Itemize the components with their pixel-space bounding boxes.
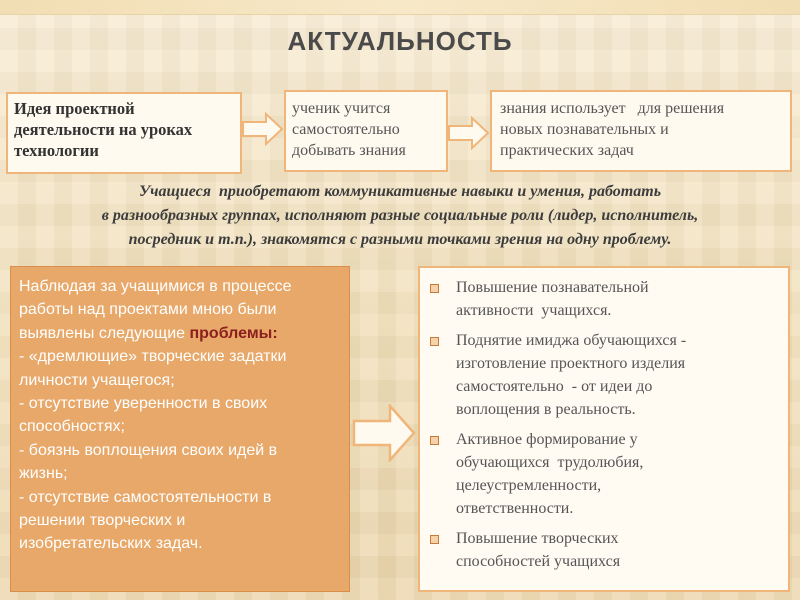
summary-line: в разнообразных группах, исполняют разные социальные роли (лидер, исполнитель, [101, 207, 699, 224]
problem-item [19, 392, 341, 439]
idea-line: деятельности на уроках [14, 120, 193, 139]
results-box [418, 266, 790, 592]
problem-line: изобретательских задач. [19, 535, 203, 553]
result-line: воплощения в реальность. [456, 401, 636, 418]
problems-intro-last [19, 322, 341, 345]
summary-text [0, 180, 800, 252]
result-line: изготовление проектного изделия [456, 355, 686, 372]
result-line: обучающихся трудолюбия, [456, 454, 644, 471]
result-line: Повышение познавательной [456, 279, 649, 296]
problem-line: - отсутствие самостоятельности в [19, 488, 272, 506]
top-stripe [0, 0, 800, 15]
result-line: Активное формирование у [456, 431, 638, 448]
square-bullet-icon [430, 436, 439, 445]
problems-highlight: проблемы: [189, 324, 278, 342]
result-line: активности учащихся. [456, 302, 612, 319]
square-bullet-icon [430, 337, 439, 346]
problem-line: - «дремлющие» творческие задатки [19, 348, 287, 366]
idea-line: Идея проектной [14, 99, 135, 118]
result-line: способностей учащихся [456, 553, 621, 570]
knowledge-line: новых познавательных и [500, 121, 669, 138]
summary-line: посредник и т.п.), знакомятся с разными точками зрения на одну проблему. [128, 231, 672, 248]
problem-line: личности учащегося; [19, 371, 175, 389]
learning-line: ученик учится [292, 100, 391, 117]
square-bullet-icon [430, 535, 439, 544]
problem-item [19, 345, 341, 392]
learning-line: самостоятельно [292, 121, 400, 138]
page-title: АКТУАЛЬНОСТЬ [287, 26, 513, 56]
learning-box [284, 90, 448, 172]
knowledge-line: знания использует для решения [500, 100, 725, 117]
learning-line: добывать знания [292, 142, 406, 159]
result-line: целеустремленности, [456, 477, 602, 494]
result-item [426, 527, 780, 573]
problem-line: жизнь; [19, 465, 68, 483]
arrow-right-icon [242, 112, 284, 146]
result-item [426, 329, 780, 421]
summary-line: Учащиеся приобретают коммуникативные навыки и умения, работать [138, 183, 662, 200]
problems-intro: выявлены следующие [19, 324, 190, 342]
problem-line: решении творческих и [19, 512, 186, 530]
arrow-right-icon [352, 404, 416, 462]
problem-line: - боязнь воплощения своих идей в [19, 441, 278, 459]
problem-line: - отсутствие уверенности в своих [19, 395, 268, 413]
square-bullet-icon [430, 284, 439, 293]
problem-item [19, 439, 341, 486]
result-item [426, 428, 780, 520]
problems-intro: Наблюдая за учащимися в процессе [19, 278, 292, 295]
idea-box [6, 92, 242, 174]
result-line: ответственности. [456, 500, 574, 517]
result-line: Повышение творческих [456, 530, 619, 547]
result-line: самостоятельно - от идеи до [456, 378, 653, 395]
result-line: Поднятие имиджа обучающихся - [456, 332, 687, 349]
idea-line: технологии [14, 141, 99, 160]
problem-line: способностях; [19, 418, 125, 436]
problem-item [19, 486, 341, 556]
knowledge-line: практических задач [500, 142, 634, 159]
result-item [426, 276, 780, 322]
problems-intro: работы над проектами мною были [19, 301, 277, 319]
results-list [426, 276, 780, 573]
knowledge-box [490, 90, 792, 172]
arrow-right-icon [448, 116, 490, 150]
problems-box [10, 266, 350, 592]
